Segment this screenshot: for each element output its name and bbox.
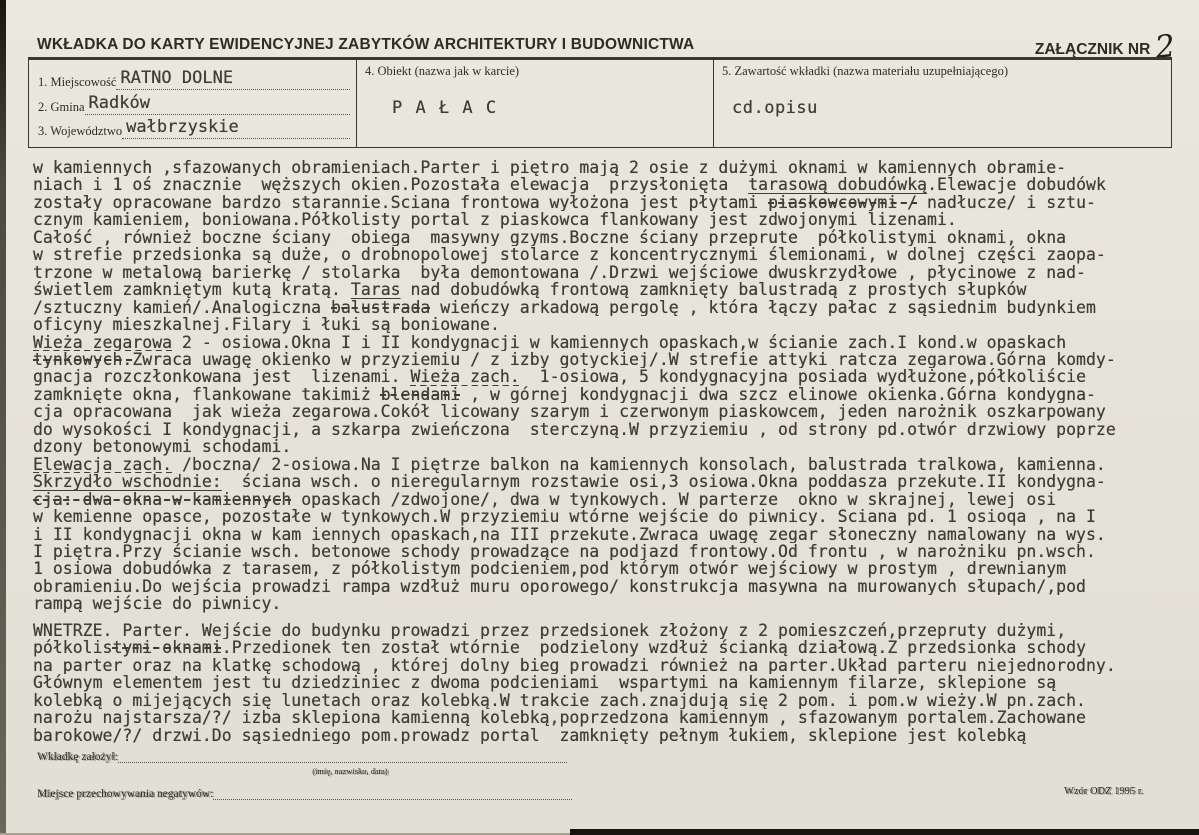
text-line: rampą wejście do piwnicy. xyxy=(33,595,282,613)
text-line: cznym kamieniem, boniowana.Półkolisty portal z piaskowca flankowany jest zdwojonymi lizenami. xyxy=(33,211,957,229)
field-label: 4. Obiekt (nazwa jak w karcie) xyxy=(365,64,520,78)
text-line: oficyny mieszkalnej.Filary i łuki są boniowane. xyxy=(33,316,500,334)
text-block xyxy=(33,159,1193,613)
text-line: Wieża zegarowa 2 - osiowa.Okna I i II kondygnacji w kamiennych opaskach,w ścianie zach.I kond.w opaskach xyxy=(33,333,1067,351)
field-value: Radków xyxy=(88,92,150,113)
text-line: narożu najstarsza/?/ izba sklepiona kamienną kolebką,poprzedzona kamiennym , sfazowanym portalem.Zachowane xyxy=(33,709,1086,727)
text-line: świetlem zamkniętym kutą kratą. Taras nad dobudówką frontową zamknięty balustradą z prostych słupków xyxy=(33,281,1027,299)
text-line: barokowe/?/ drzwi.Do sąsiedniego pom.prowadz portal zamknięty pełnym łukiem, sklepione jest kolebką xyxy=(33,726,1027,744)
text-line: Skrzydło wschodnie: ściana wsch. o nieregularnym rozstawie osi,3 osiowa.Okna poddasza przekute.II kondygna- xyxy=(33,473,1106,491)
text-line: zostały opracowane bardzo starannie.Sciana frontowa wyłożona jest płytami piaskowcowymi / nadłucze/ i sztu- xyxy=(33,193,1096,212)
field-zawartosc-wkladki xyxy=(713,60,1171,147)
text-line: obramieniu.Do wejścia prowadzi rampa wzdłuż muru oporowego/ konstrukcja masywna na murowanych słupach/,pod xyxy=(33,577,1086,596)
text-line: niach i 1 oś znacznie węższych okien.Pozostała elewacja przysłonięta tarasową dobudówką.Elewacje dobudówk xyxy=(33,176,1106,194)
field-label: 1. Miejscowość xyxy=(38,75,117,90)
field-value: wałbrzyskie xyxy=(126,116,239,137)
scan-left-edge xyxy=(0,0,6,835)
text-line: półkolistymi oknami.Przedionek ten został wtórnie podzielony wzdłuż ścianką działową.Z przedsionka schody xyxy=(33,639,1087,657)
text-line: i II kondygnacji okna w kam iennych opaskach,na III przekute.Zwraca uwagę zegar słoneczny namalowany na wys. xyxy=(33,525,1106,543)
attachment-note xyxy=(1034,28,1178,66)
field-label: 3. Województwo xyxy=(38,123,123,138)
dotted-line xyxy=(116,65,350,90)
field-miejscowosc xyxy=(38,66,350,90)
field-label: 5. Zawartość wkładki (nazwa materiału uzupełniającego) xyxy=(722,64,1008,78)
location-fields-column xyxy=(29,60,356,147)
field-obiekt xyxy=(356,60,713,147)
founder-label: Wkładkę założył: xyxy=(37,751,118,763)
dotted-line xyxy=(122,114,350,139)
founder-caption: (imię, nazwisko, data) xyxy=(312,766,388,776)
text-line: w kemienne opasce, pozostałe w tynkowych.W przyziemiu wtórne wejście do piwnicy. Sciana pd. 1 osioqa , na I xyxy=(33,508,1096,526)
text-line: cja: dwa okna w kamiennych opaskach /zdwojone/, dwa w tynkowych. W parterze okno w skrajnej, lewej osi xyxy=(33,490,1057,509)
field-value: cd.opisu xyxy=(732,98,818,118)
dotted-line xyxy=(213,786,572,800)
text-line: Całość , również boczne ściany obiega masywny gzyms.Boczne ściany przeprute półkolistymi oknami, okna xyxy=(33,228,1067,247)
page-title: WKŁADKA DO KARTY EWIDENCYJNEJ ZABYTKÓW ARCHITEKTURY I BUDOWNICTWA xyxy=(37,36,695,53)
text-line: Głównym elementem jest tu dziedziniec z dwoma podcieniami wspartymi na kamiennym filarze, sklepione są xyxy=(33,674,1057,692)
negatives-label: Miejsce przechowywania negatywów: xyxy=(37,788,214,800)
text-line: WNETRZE. Parter. Wejście do budynku prowadzi przez przedsionek złożony z 2 pomieszczeń,przepruty dużymi, xyxy=(33,621,1067,640)
footer-founder-row xyxy=(37,749,567,763)
typewritten-description-text xyxy=(33,159,1193,744)
text-line: w kamiennych ,sfazowanych obramieniach.Parter i piętro mają 2 osie z dużymi oknami w kamiennych obramie- xyxy=(33,159,1067,177)
text-line: kolebką o mijejących się lunetach oraz kolebką.W trakcie zach.znajdują się 2 pom. i pom.w wieży.W pn.zach. xyxy=(33,691,1086,710)
text-line: tynkowych.Zwraca uwagę okienko w przyziemiu / z izby gotyckiej/.W strefie attyki ratcza zegarowa.Górna komdy- xyxy=(33,350,1116,369)
text-line: zamknięte okna, flankowane takimiż blendami , w górnej kondygnacji dwa szcz elinowe okienka.Górna kondygna- xyxy=(33,385,1096,404)
template-note: Wzór ODZ 1995 r. xyxy=(1064,786,1144,797)
field-label: 2. Gmina xyxy=(38,99,85,114)
field-value: RATNO DOLNE xyxy=(120,68,234,89)
text-line: trzone w metalową barierkę / stolarka była demontowana /.Drzwi wejściowe dwuskrzydłowe , płycinowe z nad- xyxy=(33,263,1086,282)
text-line: na parter oraz na klatkę schodową , której dolny bieg prowadzi również na parter.Układ parteru niejednorodny. xyxy=(33,656,1116,675)
text-line: dzony betonowymi schodami. xyxy=(33,438,292,456)
text-line: gnacja rozczłonkowana jest lizenami. Wieża zach. 1-osiowa, 5 kondygnacyjna posiada wydłużone,półkoliście xyxy=(33,368,1087,386)
scan-bottom-bar xyxy=(570,829,1199,835)
attachment-number-handwritten: 2 xyxy=(1153,28,1178,66)
field-value: P A Ł A C xyxy=(392,98,498,118)
text-line: /sztuczny kamień/.Analogiczna balustrada wieńczy arkadową pergolę , która łączy pałac z sąsiednim budynkiem xyxy=(33,298,1096,317)
field-gmina xyxy=(38,90,350,114)
text-line: 1 osiowa dobudówka z tarasem, z półkolistym podcieniem,pod którym otwór wejściowy w prostym , drewnianym xyxy=(33,560,1067,578)
text-line: cja opracowana jak wieża zegarowa.Cokół licowany szarym i czerwonym piaskowcem, jeden narożnik oszkarpowany xyxy=(33,403,1106,421)
dotted-line xyxy=(85,89,350,114)
attachment-label: ZAŁĄCZNIK NR xyxy=(1034,41,1151,58)
registry-form-box xyxy=(28,57,1172,148)
field-wojewodztwo xyxy=(38,115,350,139)
dotted-line xyxy=(118,749,567,763)
text-line: do wysokości I kondygnacji, a szkarpa zwieńczona sterczyną.W przyziemiu , od strony pd.otwór drzwiowy poprze xyxy=(33,420,1116,439)
text-line: w strefie przedsionka są duże, o drobnopolowej stolarce z koncentrycznymi ślemionami, w dolnej części zaopa- xyxy=(33,246,1106,264)
text-line: Elewacja zach. /boczna/ 2-osiowa.Na I piętrze balkon na kamiennych konsolach, balustrada tralkowa, kamienna. xyxy=(33,455,1106,474)
footer-negatives-row xyxy=(37,786,572,800)
document-header xyxy=(37,28,1178,66)
text-block xyxy=(33,622,1193,744)
text-line: I piętra.Przy ścianie wsch. betonowe schody prowadzące na podjazd frontowy.Od frontu , w narożniku pn.wsch. xyxy=(33,542,1096,561)
